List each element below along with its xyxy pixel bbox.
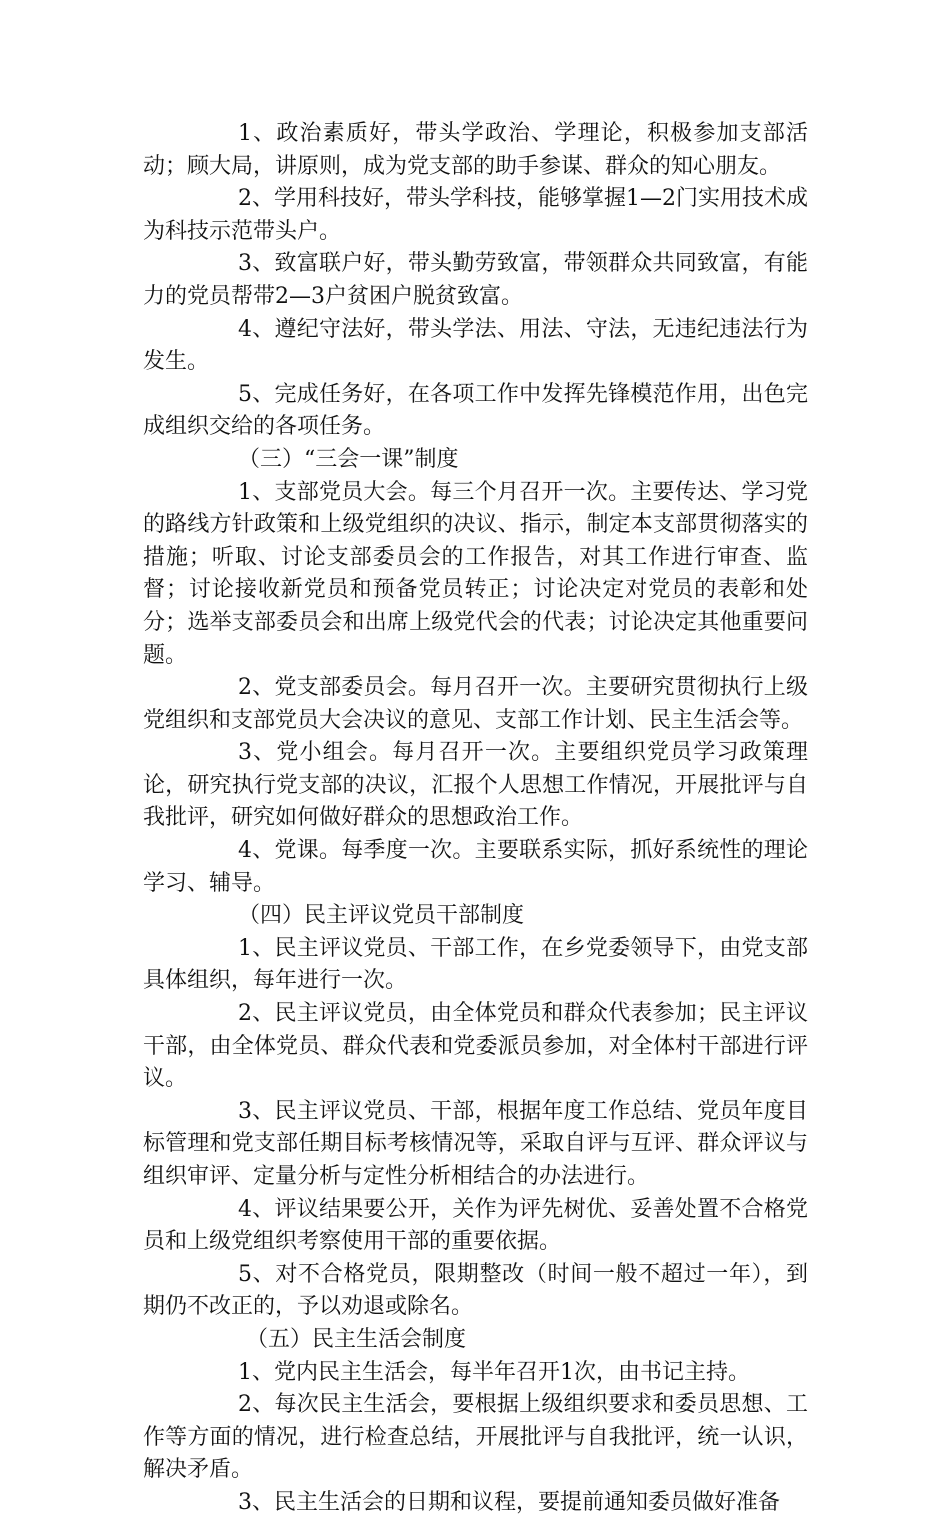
paragraph-14: 5、对不合格党员，限期整改（时间一般不超过一年），到期仍不改正的，予以劝退或除名。: [143, 1261, 808, 1320]
paragraph-7: 2、党支部委员会。每月召开一次。主要研究贯彻执行上级党组织和支部党员大会决议的意见、支部工作计划、民主生活会等。: [143, 675, 808, 733]
paragraph-9: 4、党课。每季度一次。主要联系实际，抓好系统性的理论学习、辅导。: [143, 838, 808, 896]
paragraph-16: 2、每次民主生活会，要根据上级组织要求和委员思想、工作等方面的情况，进行检查总结，开展批评与自我批评，统一认识，解决矛盾。: [143, 1392, 808, 1483]
paragraph-10: 1、民主评议党员、干部工作，在乡党委领导下，由党支部具体组织，每年进行一次。: [143, 935, 808, 994]
paragraph-4: 4、遵纪守法好，带头学法、用法、守法，无违纪违法行为发生。: [143, 316, 808, 375]
paragraph-5: 5、完成任务好，在各项工作中发挥先锋模范作用，出色完成组织交给的各项任务。: [143, 381, 808, 440]
paragraph-11: 2、民主评议党员，由全体党员和群众代表参加；民主评议干部，由全体党员、群众代表和党委派员参加，对全体村干部进行评议。: [143, 1001, 808, 1092]
paragraph-6: 1、支部党员大会。每三个月召开一次。主要传达、学习党的路线方针政策和上级党组织的决议、指示，制定本支部贯彻落实的措施；听取、讨论支部委员会的工作报告，对其工作进行审查、监督；讨论接收新党员和预备党员转正；讨论决定对党员的表彰和处分；选举支部委员会和出席上级党代会的代表；讨论决定其他重要问题。: [143, 479, 808, 668]
paragraph-1: 1、政治素质好，带头学政治、学理论，积极参加支部活动；顾大局，讲原则，成为党支部的助手参谋、群众的知心朋友。: [143, 121, 808, 179]
section-heading-democratic-life: （五）民主生活会制度: [246, 1326, 467, 1352]
paragraph-2: 2、学用科技好，带头学科技，能够掌握1—2门实用技术成为科技示范带头户。: [143, 186, 808, 244]
document-body: [143, 118, 808, 1520]
paragraph-15: 1、党内民主生活会，每半年召开1次，由书记主持。: [238, 1359, 750, 1385]
paragraph-12: 3、民主评议党员、干部，根据年度工作总结、党员年度目标管理和党支部任期目标考核情况等，采取自评与互评、群众评议与组织审评、定量分析与定性分析相结合的办法进行。: [143, 1098, 808, 1189]
paragraph-13: 4、评议结果要公开，关作为评先树优、妥善处置不合格党员和上级党组织考察使用干部的重要依据。: [143, 1196, 808, 1255]
paragraph-17: 3、民主生活会的日期和议程，要提前通知委员做好准备: [238, 1489, 780, 1515]
section-heading-democratic-review: （四）民主评议党员干部制度: [238, 903, 525, 929]
section-heading-three-meetings: （三）“三会一课”制度: [238, 446, 459, 472]
paragraph-8: 3、党小组会。每月召开一次。主要组织党员学习政策理论，研究执行党支部的决议，汇报个人思想工作情况，开展批评与自我批评，研究如何做好群众的思想政治工作。: [143, 740, 808, 831]
paragraph-3: 3、致富联户好，带头勤劳致富，带领群众共同致富，有能力的党员帮带2—3户贫困户脱贫致富。: [143, 251, 808, 309]
